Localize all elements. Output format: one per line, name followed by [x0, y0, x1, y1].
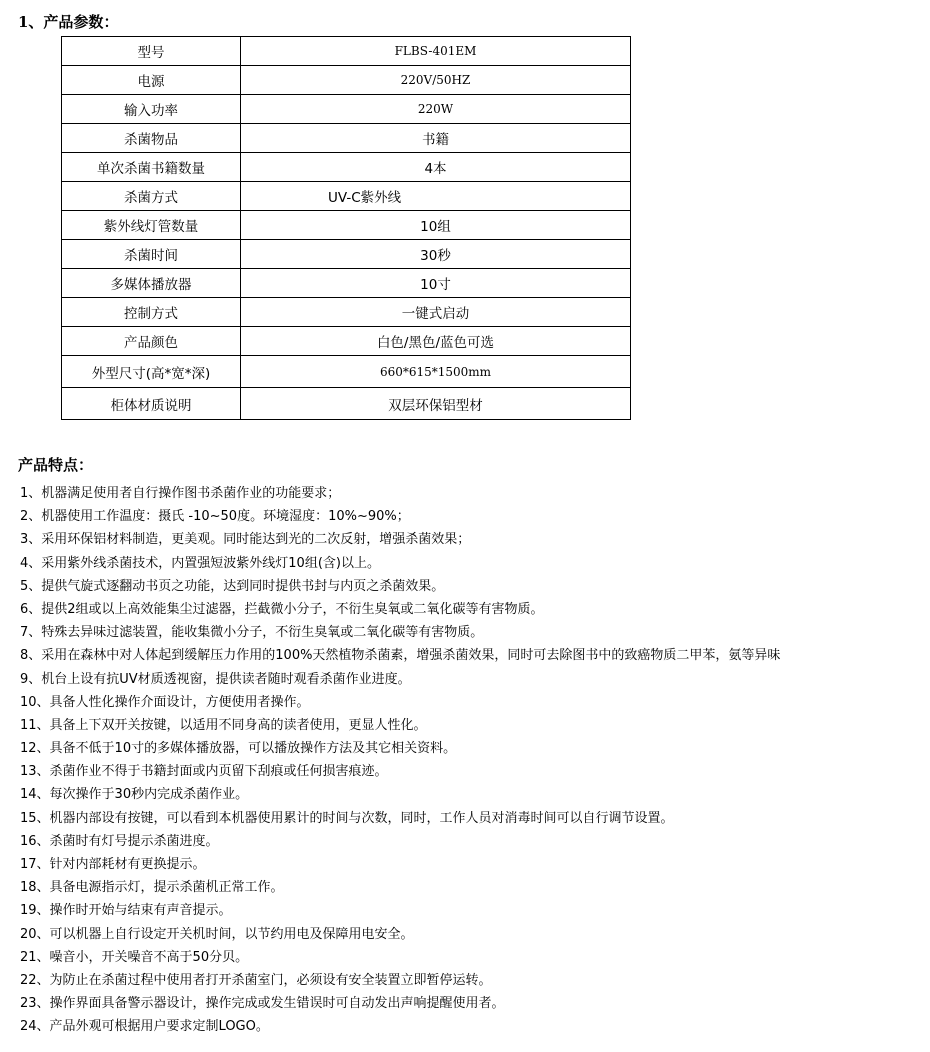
- params-heading: 1、产品参数：: [18, 13, 119, 31]
- param-value: UV-C紫外线: [241, 182, 631, 211]
- param-label: 输入功率: [62, 95, 241, 124]
- feature-item: 3、采用环保铝材料制造，更美观。同时能达到光的二次反射，增强杀菌效果；: [20, 532, 471, 548]
- param-label: 多媒体播放器: [62, 269, 241, 298]
- features-heading: 产品特点：: [18, 456, 94, 474]
- feature-item: 13、杀菌作业不得于书籍封面或内页留下刮痕或任何损害痕迹。: [20, 764, 388, 780]
- feature-item: 9、机台上设有抗UV材质透视窗，提供读者随时观看杀菌作业进度。: [20, 671, 411, 687]
- param-label: 电源: [62, 66, 241, 95]
- param-label: 外型尺寸(高*宽*深): [62, 356, 241, 388]
- params-table: [61, 36, 631, 420]
- feature-item: 1、机器满足使用者自行操作图书杀菌作业的功能要求；: [20, 486, 341, 501]
- param-value: 30秒: [241, 240, 631, 269]
- params-row: [62, 95, 631, 124]
- param-label: 单次杀菌书籍数量: [62, 153, 241, 182]
- feature-item: 7、特殊去异味过滤装置，能收集微小分子，不衍生臭氧或二氧化碳等有害物质。: [20, 625, 484, 641]
- param-label: 控制方式: [62, 298, 241, 327]
- feature-item: 16、杀菌时有灯号提示杀菌进度。: [20, 833, 219, 849]
- param-label: 杀菌时间: [62, 240, 241, 269]
- feature-item: 23、操作界面具备警示器设计，操作完成或发生错误时可自动发出声响提醒使用者。: [20, 996, 505, 1012]
- params-row: [62, 298, 631, 327]
- feature-item: 8、采用在森林中对人体起到缓解压力作用的100%天然植物杀菌素，增强杀菌效果，同时可去除图书中的致癌物质二甲苯，氨等异味: [20, 648, 781, 664]
- params-row: [62, 182, 631, 211]
- feature-item: 6、提供2组或以上高效能集尘过滤器，拦截微小分子，不衍生臭氧或二氧化碳等有害物质。: [20, 601, 544, 617]
- param-value: 双层环保铝型材: [241, 388, 631, 420]
- feature-item: 5、提供气旋式逐翻动书页之功能，达到同时提供书封与内页之杀菌效果。: [20, 578, 445, 594]
- feature-item: 10、具备人性化操作介面设计，方便使用者操作。: [20, 694, 310, 710]
- param-value: 书籍: [241, 124, 631, 153]
- feature-item: 15、机器内部设有按键，可以看到本机器使用累计的时间与次数，同时，工作人员对消毒时间可以自行调节设置。: [20, 810, 674, 826]
- params-row: [62, 240, 631, 269]
- feature-item: 14、每次操作于30秒内完成杀菌作业。: [20, 787, 249, 803]
- param-value: 4本: [241, 153, 631, 182]
- features-list: [20, 482, 925, 1039]
- feature-item: 12、具备不低于10寸的多媒体播放器，可以播放操作方法及其它相关资料。: [20, 741, 457, 757]
- param-label: 型号: [62, 37, 241, 66]
- param-label: 紫外线灯管数量: [62, 211, 241, 240]
- params-row: [62, 327, 631, 356]
- params-row: [62, 388, 631, 420]
- params-row: [62, 124, 631, 153]
- param-value: 660*615*1500mm: [241, 356, 631, 388]
- param-value: FLBS-401EM: [241, 37, 631, 66]
- feature-item: 24、产品外观可根据用户要求定制LOGO。: [20, 1019, 269, 1035]
- feature-item: 19、操作时开始与结束有声音提示。: [20, 903, 232, 919]
- param-label: 杀菌物品: [62, 124, 241, 153]
- feature-item: 22、为防止在杀菌过程中使用者打开杀菌室门，必须设有安全装置立即暂停运转。: [20, 972, 492, 988]
- feature-item: 4、采用紫外线杀菌技术，内置强短波紫外线灯10组(含)以上。: [20, 555, 380, 571]
- param-value: 220W: [241, 95, 631, 124]
- param-label: 杀菌方式: [62, 182, 241, 211]
- param-value: 白色/黑色/蓝色可选: [241, 327, 631, 356]
- params-row: [62, 211, 631, 240]
- params-row: [62, 356, 631, 388]
- param-value: 10组: [241, 211, 631, 240]
- param-label: 产品颜色: [62, 327, 241, 356]
- params-row: [62, 269, 631, 298]
- param-value: 一键式启动: [241, 298, 631, 327]
- feature-item: 18、具备电源指示灯，提示杀菌机正常工作。: [20, 880, 284, 896]
- feature-item: 11、具备上下双开关按键，以适用不同身高的读者使用，更显人性化。: [20, 717, 427, 733]
- param-value: 220V/50HZ: [241, 66, 631, 95]
- params-row: [62, 66, 631, 95]
- params-row: [62, 153, 631, 182]
- feature-item: 21、噪音小，开关噪音不高于50分贝。: [20, 949, 249, 965]
- param-value: 10寸: [241, 269, 631, 298]
- feature-item: 2、机器使用工作温度：摄氏 -10~50度。环境湿度：10%~90%；: [20, 509, 410, 525]
- feature-item: 20、可以机器上自行设定开关机时间，以节约用电及保障用电安全。: [20, 926, 414, 942]
- feature-item: 17、针对内部耗材有更换提示。: [20, 857, 206, 872]
- param-label: 柜体材质说明: [62, 388, 241, 420]
- params-row: [62, 37, 631, 66]
